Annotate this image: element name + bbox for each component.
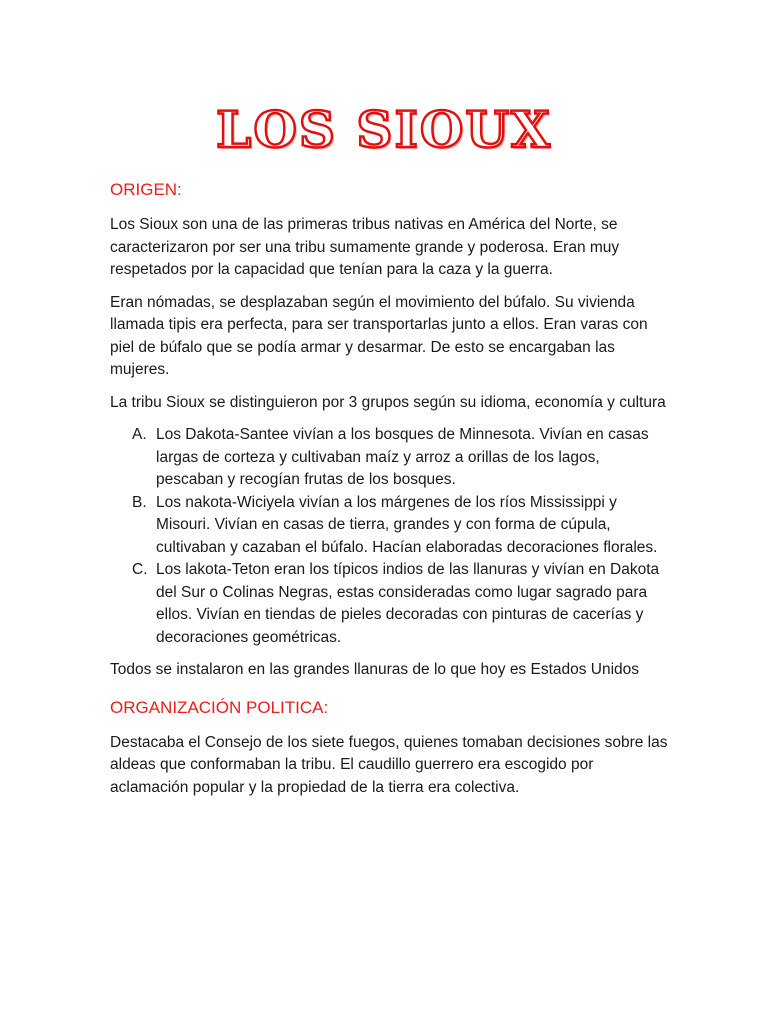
list-item	[110, 492, 670, 560]
paragraph: Destacaba el Consejo de los siete fuegos, quienes tomaban decisiones sobre las aldeas que conformaban la tribu. El caudillo guerrero era escogido por aclamación popular y la propiedad de la tierra era colectiva.	[110, 733, 668, 796]
list-marker: A.	[132, 426, 147, 443]
document-body	[110, 178, 670, 809]
paragraph: Todos se instalaron en las grandes llanuras de lo que hoy es Estados Unidos	[110, 661, 640, 678]
section-heading-origen: ORIGEN:	[110, 180, 182, 199]
list-item	[110, 424, 670, 492]
section-heading-organizacion-politica: ORGANIZACIÓN POLITICA:	[110, 697, 329, 717]
list-item-text: Los Dakota-Santee vivían a los bosques de Minnesota. Vivían en casas largas de corteza y cultivaban maíz y arroz a orillas de los lagos, pescaban y recogían frutas de los bosques.	[156, 426, 649, 488]
document-title: LOS SIOUX	[216, 100, 552, 159]
paragraph: Eran nómadas, se desplazaban según el movimiento del búfalo. Su vivienda llamada tipis era perfecta, para ser transportarlas junto a ellos. Eran varas con piel de búfalo que se podía armar y desarmar. De esto se encargaban las mujeres.	[110, 293, 648, 378]
list-marker: C.	[132, 561, 148, 578]
paragraph: Los Sioux son una de las primeras tribus nativas en América del Norte, se caracterizaron por ser una tribu sumamente grande y poderosa. Eran muy respetados por la capacidad que tenían para la caza y la guerra.	[110, 216, 620, 278]
list-item-text: Los lakota-Teton eran los típicos indios de las llanuras y vivían en Dakota del Sur o Colinas Negras, estas consideradas como lugar sagrado para ellos. Vivían en tiendas de pieles decoradas con pinturas de cacerías y decoraciones geométricas.	[156, 561, 660, 646]
list-item-text: Los nakota-Wiciyela vivían a los márgenes de los ríos Mississippi y Misouri. Vivían en casas de tierra, grandes y con forma de cúpula, cultivaban y cazaban el búfalo. Hacían elaboradas decoraciones florales.	[156, 493, 658, 556]
groups-list	[110, 424, 670, 649]
list-marker: B.	[132, 493, 147, 511]
list-item	[110, 559, 670, 649]
paragraph: La tribu Sioux se distinguieron por 3 grupos según su idioma, economía y cultura	[110, 393, 666, 411]
